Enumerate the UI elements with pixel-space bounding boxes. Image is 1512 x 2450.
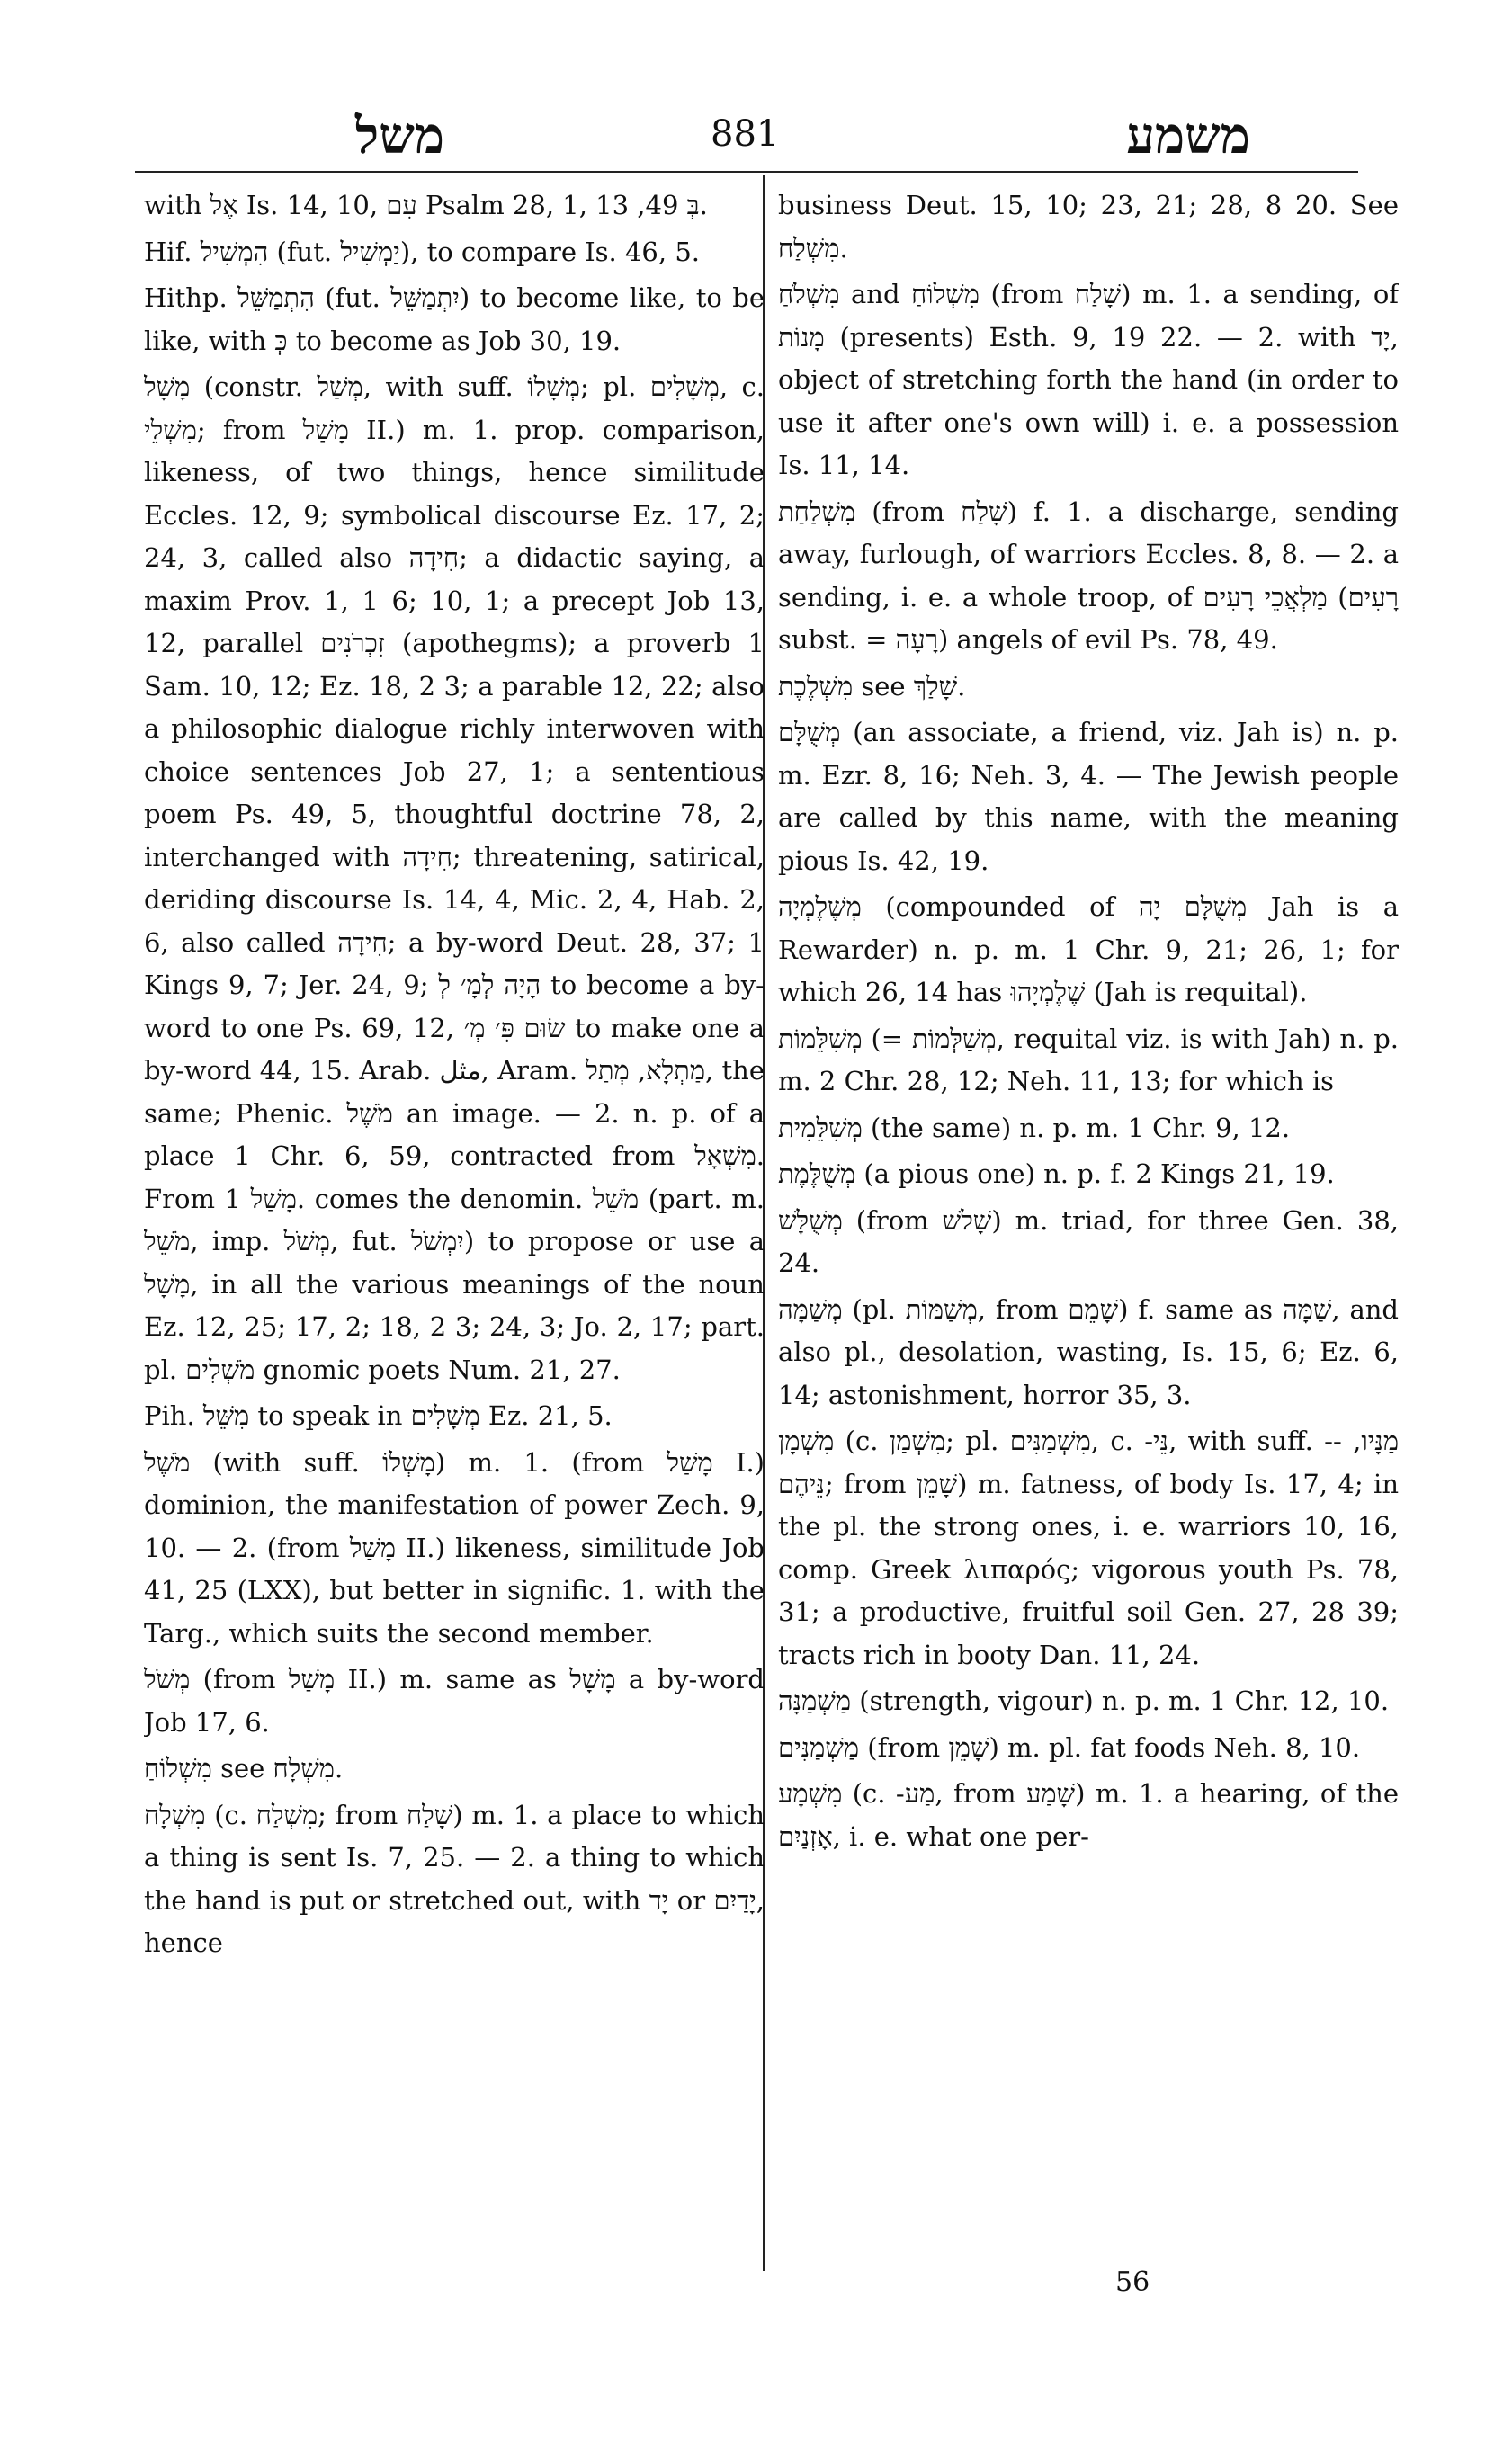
right-column <box>778 184 1399 2280</box>
entry-paragraph: מְשֻׁלֶּמֶת (a pious one) n. p. f. 2 Kings 21, 19. <box>778 1158 1335 1189</box>
entry-paragraph: מִשְׁמָן (c. מִשְׁמַן; pl. מִשְׁמַנִּים, c. -נֵּי, with suff. -מַנָּיו, -נֵּיהֶם; from שָׁמֵן) m. fatness, of body Is. 17, 4; in the pl. the strong ones, i. e. warriors 10, 16, comp. Greek λιπαρός; vigorous youth Ps. 78, 31; a productive, fruitful soil Gen. 27, 28 39; tracts rich in booty Dan. 11, 24. <box>778 1426 1399 1670</box>
entry-paragraph: מִשְׁלָח (c. מִשְׁלַח; from שָׁלַח) m. 1. a place to which a thing is sent Is. 7, 25. — 2. a thing to which the hand is put or stretched out, with יָד or יָדַיִם, hence <box>144 1799 765 1958</box>
entry-paragraph: מָשָׁל (constr. מְשַׁל, with suff. מְשָׁלוֹ; pl. מְשָׁלִים, c. מִשְׁלֵי; from מָשַׁל II.) m. 1. prop. comparison, likeness, of two things, hence similitude Eccles. 12, 9; symbolical discourse Ez. 17, 2; 24, 3, called also חִידָה; a didactic saying, a maxim Prov. 1, 1 6; 10, 1; a precept Job 13, 12, parallel זִכְרֹנִים (apothegms); a proverb 1 Sam. 10, 12; Ez. 18, 2 3; a parable 12, 22; also a philosophic dialogue richly interwoven with choice sentences Job 27, 1; a sententious poem Ps. 49, 5, thoughtful doctrine 78, 2, interchanged with חִידָה; threatening, satirical, deriding discourse Is. 14, 4, Mic. 2, 4, Hab. 2, 6, also called חִידָה; a by-word Deut. 28, 37; 1 Kings 9, 7; Jer. 24, 9; הָיָה לְמָ׳ לְ to become a by-word to one Ps. 69, 12, שׂוּם פִּ׳ מְ׳ to make one a by-word 44, 15. Arab. مثل, Aram. מַתְלָא, מְתַל, the same; Phenic. מֹשֶׁל an image. — 2. n. p. of a place 1 Chr. 6, 59, contracted from מִשְׁאָל. From מָשַׁל 1. comes the denomin. מֹשֵׁל (part. m. מֹשֵׁל, imp. מְשֹׁל, fut. יִמְשֹׁל) to propose or use a מָשָׁל, in all the various meanings of the noun Ez. 12, 25; 17, 2; 18, 2 3; 24, 3; Jo. 2, 17; part. pl. מֹשְׁלִים gnomic poets Num. 21, 27. <box>144 371 765 1385</box>
page-header <box>135 106 1376 169</box>
entry-paragraph: מִשְׁמָע (c. -מַע, from שָׁמַע) m. 1. a hearing, of the אָזְנַיִם, i. e. what one per- <box>778 1778 1399 1852</box>
left-column <box>144 184 765 2280</box>
entry-paragraph: Hithp. הִתְמַשֵּׁל (fut. יִתְמַשֵּׁל) to become like, to be like, with כְּ to become as Job 30, 19. <box>144 282 765 356</box>
entry-paragraph: מְשֶׁלֶמְיָה (compounded of מְשֻׁלָּם יָה Jah is a Rewarder) n. p. m. 1 Chr. 9, 21; 26, 1; for which 26, 14 has שֶׁלֶמְיָהוּ (Jah is requital). <box>778 891 1399 1007</box>
entry-paragraph: מְשֻׁלָּשׁ (from שָׁלֹשׁ) m. triad, for three Gen. 38, 24. <box>778 1204 1399 1278</box>
entry-paragraph: מְשַׁמָּה (pl. מְשַׁמּוֹת, from שָׁמֵם) f. same as שַׁמָּה, and also pl., desolation, wasting, Is. 15, 6; Ez. 6, 14; astonishment, horror 35, 3. <box>778 1293 1399 1410</box>
entry-paragraph: מְשֻׁלָּם (an associate, a friend, viz. Jah is) n. p. m. Ezr. 8, 16; Neh. 3, 4. — The Jewish people are called by this name, with the meaning pious Is. 42, 19. <box>778 717 1399 876</box>
entry-paragraph: Hif. הִמְשִׁיל (fut. יַמְשִׁיל), to compare Is. 46, 5. <box>144 236 700 267</box>
entry-paragraph: מִשְׁלֶכֶת see שָׁלַךְ. <box>778 670 966 702</box>
right-headword: משמע <box>1126 106 1250 165</box>
entry-paragraph: מְשִׁלֵּמִית (the same) n. p. m. 1 Chr. 9, 12. <box>778 1112 1291 1143</box>
signature-mark: 56 <box>1115 2267 1150 2298</box>
entry-paragraph: מִשְׁלֹחַ and מִשְׁלוֹחַ (from שָׁלַח) m. 1. a sending, of מָנוֹת (presents) Esth. 9, 19 22. — 2. with יָד, object of stretching forth the hand (in order to use it after one's own will) i. e. a possession Is. 11, 14. <box>778 279 1399 480</box>
entry-paragraph: Pih. מִשֵּׁל to speak in מְשָׁלִים Ez. 21, 5. <box>144 1400 613 1431</box>
page-number: 881 <box>711 113 780 155</box>
entry-paragraph: מְשִׁלֵּמוֹת (= מְשַׁלְּמוֹת, requital viz. is with Jah) n. p. m. 2 Chr. 28, 12; Neh. 11, 13; for which is <box>778 1023 1399 1096</box>
entry-paragraph: with אֶל Is. 14, 10, עִם Psalm 28, 1, בְּ 49, 13. <box>144 190 708 220</box>
entry-paragraph: מִשְׁלַחַת (from שָׁלַח) f. 1. a discharge, sending away, furlough, of warriors Eccles. 8, 8. — 2. a sending, i. e. a whole troop, of מַלְאֲכֵי רָעִים (רָעִים subst. = רָעָה) angels of evil Ps. 78, 49. <box>778 496 1399 655</box>
header-rule <box>135 171 1358 173</box>
left-headword: משל <box>355 106 445 165</box>
entry-paragraph: מִשְׁלוֹחַ see מִשְׁלָח. <box>144 1753 344 1784</box>
entry-paragraph: business Deut. 15, 10; 23, 21; 28, 8 20. See מִשְׁלַח. <box>778 190 1399 264</box>
entry-paragraph: מַשְׁמַנָּה (strength, vigour) n. p. m. 1 Chr. 12, 10. <box>778 1685 1390 1716</box>
entry-paragraph: מַשְׁמַנִּים (from שָׁמֵן) m. pl. fat foods Neh. 8, 10. <box>778 1731 1361 1763</box>
entry-paragraph: מְשֹׁל (from מָשַׁל II.) m. same as מָשָׁל a by-word Job 17, 6. <box>144 1664 765 1738</box>
entry-paragraph: מֹשֶׁל (with suff. מָשְׁלוֹ) m. 1. (from מָשַׁל I.) dominion, the manifestation of power Zech. 9, 10. — 2. (from מָשַׁל II.) likeness, similitude Job 41, 25 (LXX), but better in signific. 1. with the Targ., which suits the second member. <box>144 1446 765 1649</box>
